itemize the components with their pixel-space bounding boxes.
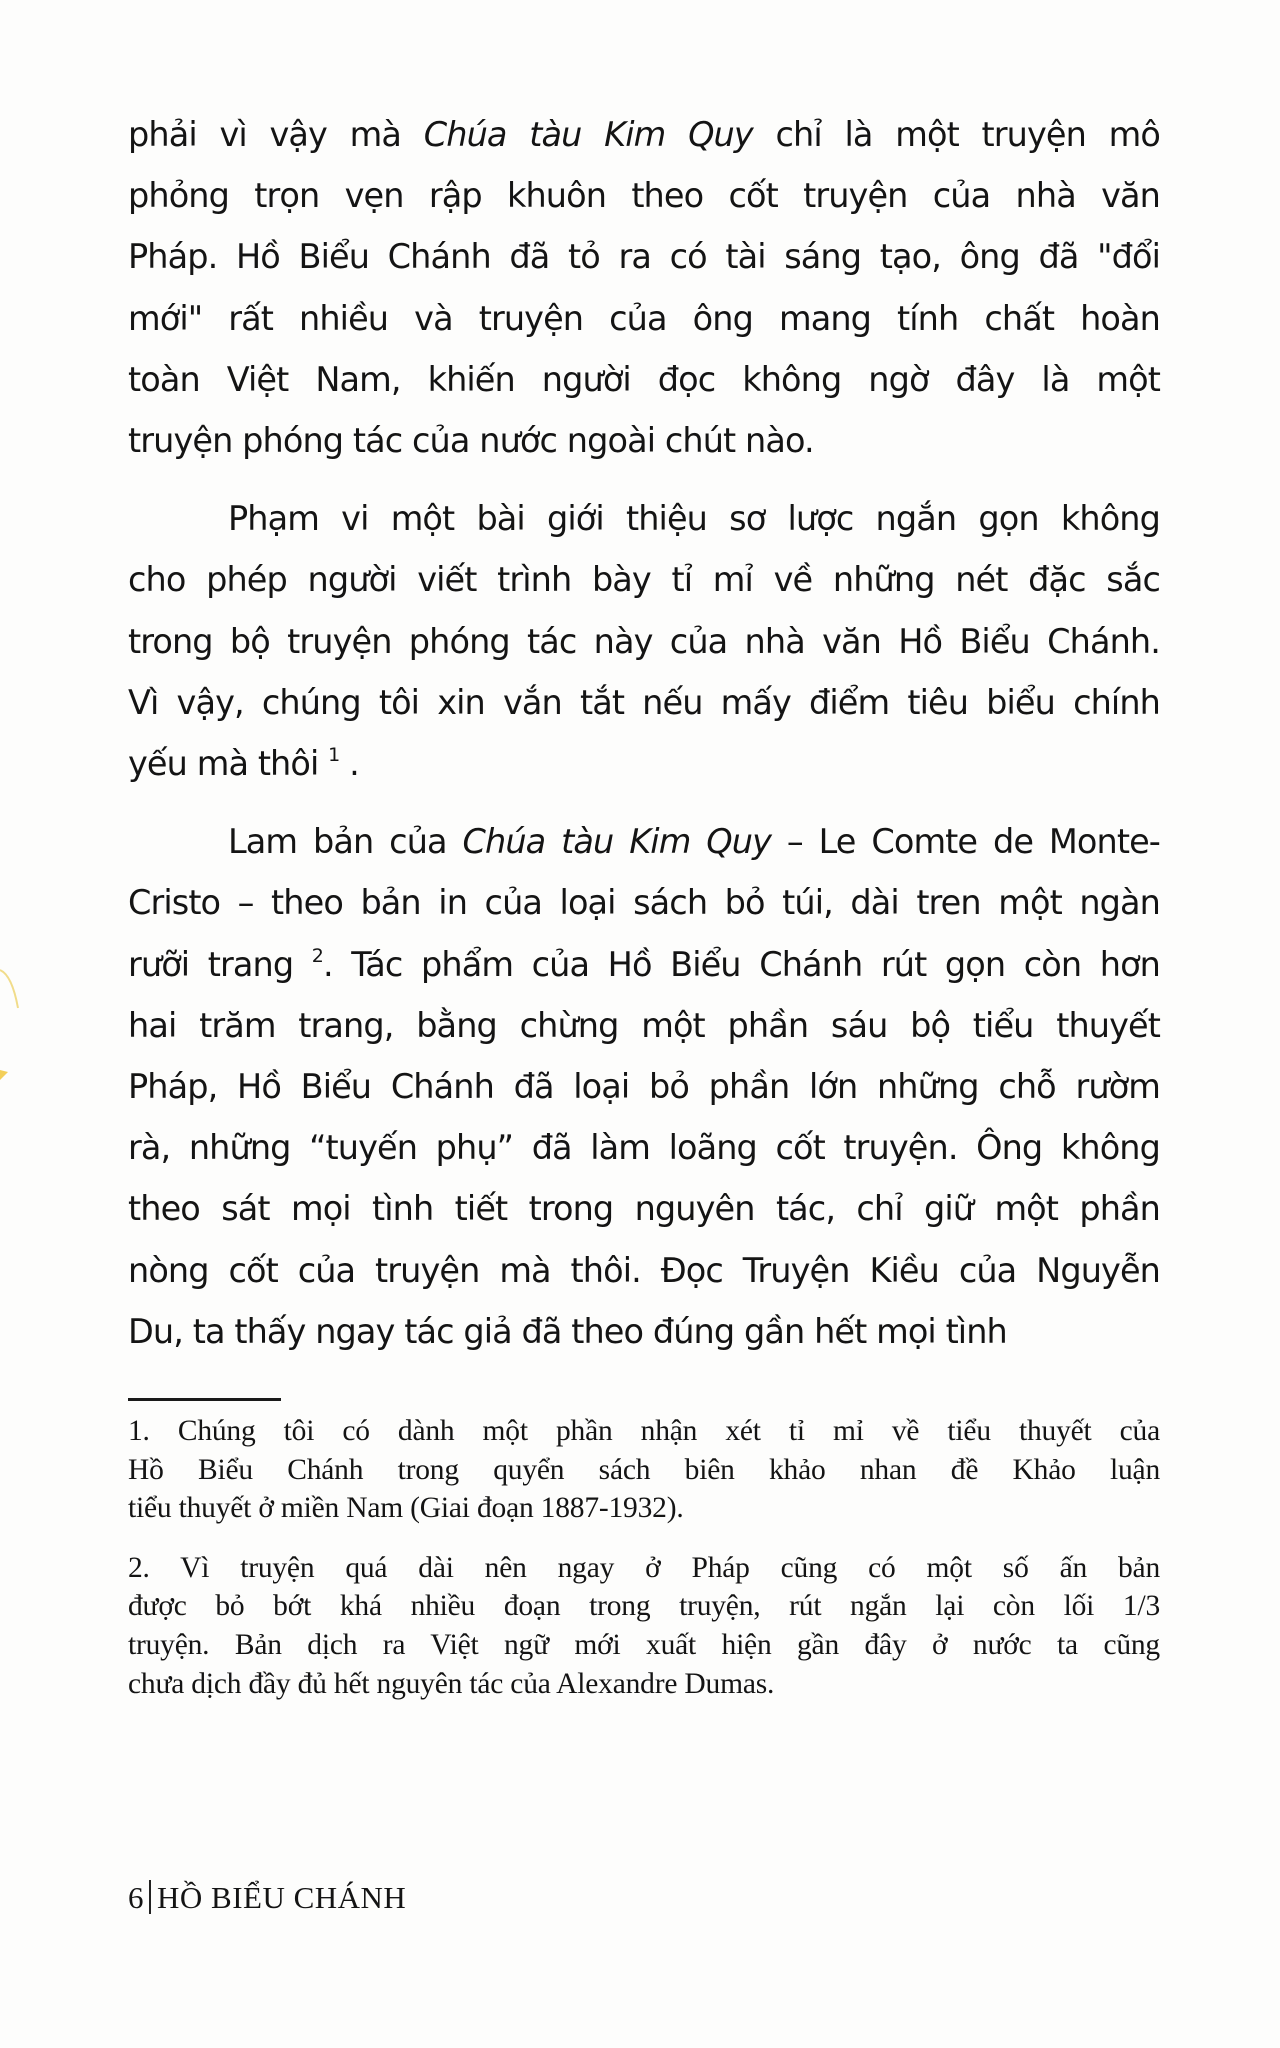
footnote-gap — [128, 1528, 1160, 1549]
text-line: truyện phóng tác của nước ngoài chút nào. — [128, 421, 814, 461]
page-footer — [128, 1880, 406, 1916]
text-line: Cristo – theo bản in của loại sách bỏ túi, dài tren một ngàn — [128, 883, 1160, 923]
book-title: Chúa tàu Kim Quy — [423, 115, 753, 154]
text-line: Lam bản của Chúa tàu Kim Quy – Le Comte de Monte- — [228, 822, 1160, 862]
page-number: 6 — [128, 1880, 144, 1915]
body-text — [128, 104, 1160, 1362]
footnote-line: 1. Chúng tôi có dành một phần nhận xét tỉ mỉ về tiểu thuyết của — [128, 1415, 1160, 1447]
paragraph — [128, 488, 1160, 794]
footnotes — [128, 1412, 1160, 1703]
text-line: Vì vậy, chúng tôi xin vắn tắt nếu mấy điểm tiêu biểu chính — [128, 682, 1160, 722]
text-line: rưỡi trang $^2$. Tác phẩm của Hồ Biểu Chánh rút gọn còn hơn — [128, 944, 1160, 984]
text-line: Pháp. Hồ Biểu Chánh đã tỏ ra có tài sáng tạo, ông đã "đổi — [128, 237, 1160, 277]
footnote-line: chưa dịch đầy đủ hết nguyên tác của Alexandre Dumas. — [128, 1667, 775, 1700]
running-head: HỒ BIỂU CHÁNH — [157, 1880, 407, 1915]
book-title: Chúa tàu Kim Quy — [462, 822, 772, 862]
text-line: mới" rất nhiều và truyện của ông mang tính chất hoàn — [128, 298, 1160, 338]
footnote-line: được bỏ bớt khá nhiều đoạn trong truyện, rút ngắn lại còn lối 1/3 — [128, 1590, 1160, 1623]
footer-separator — [149, 1880, 151, 1914]
text-line: hai trăm trang, bằng chừng một phần sáu bộ tiểu thuyết — [128, 1005, 1160, 1045]
page-edge-mark — [0, 930, 26, 1120]
text-line: rà, những “tuyến phụ” đã làm loãng cốt truyện. Ông không — [128, 1128, 1160, 1168]
paragraph — [128, 104, 1160, 471]
text-line: cho phép người viết trình bày tỉ mỉ về những nét đặc sắc — [128, 560, 1160, 600]
footnote-line: tiểu thuyết ở miền Nam (Giai đoạn 1887-1932). — [128, 1492, 684, 1525]
paragraph-gap — [128, 471, 1160, 488]
footnote-line: truyện. Bản dịch ra Việt ngữ mới xuất hiện gần đây ở nước ta cũng — [128, 1628, 1160, 1661]
footnote-separator — [128, 1398, 281, 1401]
text-line: Du, ta thấy ngay tác giả đã theo đúng gần hết mọi tình — [128, 1311, 1007, 1351]
footnote-line: 2. Vì truyện quá dài nên ngay ở Pháp cũng có một số ấn bản — [128, 1551, 1160, 1584]
text-line: trong bộ truyện phóng tác này của nhà văn Hồ Biểu Chánh. — [128, 621, 1160, 661]
text-line: theo sát mọi tình tiết trong nguyên tác, chỉ giữ một phần — [128, 1189, 1160, 1229]
paragraph-gap — [128, 794, 1160, 811]
footnote-ref[interactable]: 2 — [311, 944, 323, 967]
footnote-1 — [128, 1412, 1160, 1528]
text-line: phải vì vậy mà Chúa tàu Kim Quy chỉ là một truyện mô — [128, 115, 1160, 154]
footnote-ref[interactable]: 1 — [328, 744, 340, 767]
footnote-2 — [128, 1549, 1160, 1703]
text-line: yếu mà thôi $^1$ . — [128, 744, 359, 784]
text-line: toàn Việt Nam, khiến người đọc không ngờ đây là một — [128, 359, 1160, 399]
text-line: Pháp, Hồ Biểu Chánh đã loại bỏ phần lớn những chỗ rườm — [128, 1067, 1160, 1107]
paragraph — [128, 811, 1160, 1362]
text-line: phỏng trọn vẹn rập khuôn theo cốt truyện của nhà văn — [128, 176, 1160, 216]
footnote-line: Hồ Biểu Chánh trong quyển sách biên khảo nhan đề Khảo luận — [128, 1453, 1160, 1486]
text-line: nòng cốt của truyện mà thôi. Đọc Truyện Kiều của Nguyễn — [128, 1250, 1160, 1290]
text-line: Phạm vi một bài giới thiệu sơ lược ngắn gọn không — [228, 499, 1160, 539]
